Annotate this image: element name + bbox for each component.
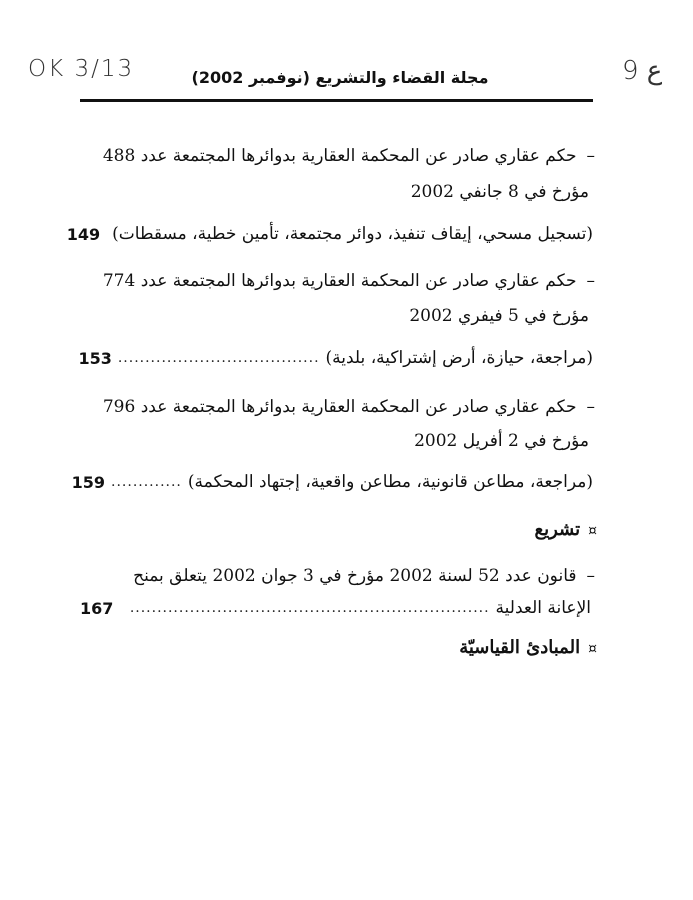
entry-2-date: مؤرخ في 5 فيفري 2002 — [409, 306, 589, 326]
entry-3-dot-leader: ............. — [111, 474, 182, 490]
legislation-line-1 — [133, 565, 595, 587]
entry-2-reference — [80, 346, 593, 370]
handwritten-note-right: ع 9 — [622, 56, 663, 86]
dash-bullet: – — [586, 397, 595, 417]
legislation-page-number: 167 — [80, 598, 114, 618]
header-divider — [80, 99, 593, 102]
entry-2-title: حكم عقاري صادر عن المحكمة العقارية بدوائرها المجتمعة عدد 774 — [102, 271, 577, 291]
legislation-title-continued: الإعانة العدلية — [495, 598, 591, 618]
entry-2-dot-leader: ..................................... — [117, 350, 320, 366]
section-heading-principles — [459, 637, 597, 660]
legislation-heading-text: تشريع — [534, 519, 581, 540]
entry-3-page-number: 159 — [71, 472, 106, 492]
square-bullet-icon: ¤ — [588, 641, 597, 657]
entry-1-title: حكم عقاري صادر عن المحكمة العقارية بدوائرها المجتمعة عدد 488 — [102, 146, 577, 166]
entry-3-reference — [71, 470, 593, 494]
dash-bullet: – — [586, 146, 595, 166]
journal-header-title: مجلة القضاء والتشريع (نوفمبر 2002) — [191, 68, 489, 87]
entry-2-page-number: 153 — [78, 348, 112, 368]
entry-3-title: حكم عقاري صادر عن المحكمة العقارية بدوائرها المجتمعة عدد 796 — [102, 397, 577, 417]
entry-2-line-1 — [103, 270, 595, 292]
entry-1-reference — [66, 222, 593, 246]
legislation-title: قانون عدد 52 لسنة 2002 مؤرخ في 3 جوان 2002 يتعلق بمنح — [133, 566, 577, 586]
entry-1-page-number: 149 — [66, 224, 101, 244]
square-bullet-icon: ¤ — [588, 523, 597, 539]
dash-bullet: – — [586, 566, 595, 586]
principles-heading-text: المبادئ القياسيّة — [459, 637, 581, 658]
entry-1-keywords: (تسجيل مسحي، إيقاف تنفيذ، دوائر مجتمعة، تأمين خطية، مسقطات) — [112, 224, 593, 244]
legislation-reference — [80, 596, 593, 620]
entry-3-date: مؤرخ في 2 أفريل 2002 — [414, 431, 589, 451]
dash-bullet: – — [586, 271, 595, 291]
entry-3-line-1 — [103, 396, 595, 418]
section-heading-legislation — [534, 519, 597, 542]
handwritten-note-left: OK 3/13 — [28, 56, 135, 82]
entry-1-date: مؤرخ في 8 جانفي 2002 — [410, 182, 589, 202]
entry-2-keywords: (مراجعة، حيازة، أرض إشتراكية، بلدية) — [325, 348, 593, 368]
entry-1-line-1 — [103, 145, 595, 167]
legislation-dot-leader: .................................................................. — [129, 600, 490, 616]
entry-3-keywords: (مراجعة، مطاعن قانونية، مطاعن واقعية، إجتهاد المحكمة) — [187, 472, 593, 492]
